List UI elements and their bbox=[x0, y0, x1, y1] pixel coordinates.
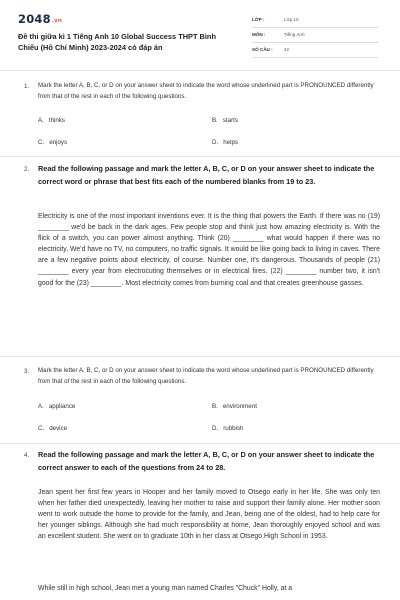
question-divider bbox=[0, 156, 400, 157]
question-2-number: 2. bbox=[24, 166, 30, 173]
meta-class-value: Lớp 10 bbox=[284, 17, 299, 22]
meta-count-value: 42 bbox=[284, 47, 290, 52]
header-divider bbox=[0, 70, 400, 71]
question-divider bbox=[0, 356, 400, 357]
question-1-option-a[interactable]: A. thinks bbox=[38, 117, 66, 124]
question-3-option-d[interactable]: D. rubbish bbox=[212, 425, 244, 432]
meta-count-row bbox=[252, 45, 378, 58]
meta-subject-row bbox=[252, 30, 378, 43]
question-divider bbox=[0, 443, 400, 444]
meta-class-label: LỚP : bbox=[252, 17, 265, 22]
question-3-option-c[interactable]: C. device bbox=[38, 425, 68, 432]
meta-count-label: SỐ CÂU : bbox=[252, 47, 273, 52]
question-3-option-a[interactable]: A. appliance bbox=[38, 403, 76, 410]
question-1-option-d[interactable]: D. helps bbox=[212, 139, 238, 146]
question-4-passage: Jean spent her first few years in Hooper and her family moved to Otsego early in her life. She was only ten when her father died unexpectedly, leaving her mother to raise and support their family alone. Her mother soon went to work outside the home to provide for the family, and Jean, being one of the oldest, had to help care for her younger siblings. Although she had much responsibility at home, Jean thoroughly enjoyed school and was an excellent student. She went on to graduate 10th in her class at Otsego High School in 1953. bbox=[38, 489, 380, 541]
question-4-instructions: Read the following passage and mark the letter A, B, C, or D on your answer sheet to indicate the correct answer to each of the questions from 24 to 28. bbox=[38, 450, 375, 472]
meta-subject-label: MÔN : bbox=[252, 32, 266, 37]
question-3-number: 3. bbox=[24, 368, 30, 375]
meta-class-row bbox=[252, 15, 378, 28]
question-1-number: 1. bbox=[24, 83, 30, 90]
question-2-passage: Electricity is one of the most important inventions ever. It is the thing that powers the Earth. If there was no (19) ________ we'd be back in the dark ages. Few people stop and think just how amazing electricity is. With the flick of a switch, you can power almost anything. Think (20) ________ what would happen if there was no electricity. We'd have no TV, no computers, no traffic signals. It would be like going back to living in caves. There are a few negative points about electricity, of course. Number one, it's dangerous. Thousands of people (21) ________ every year from electrocuting themselves or in electrical fires. (22) ________ number two, it isn't good for the (23) ________. Most electricity comes from burning coal and that creates greenhouse gasses. bbox=[38, 213, 380, 287]
question-4-number: 4. bbox=[24, 452, 30, 459]
question-4-passage-continued: While still in high school, Jean met a young man named Charles "Chuck" Holly, at a bbox=[38, 585, 293, 592]
meta-subject-value: Tiếng Anh bbox=[284, 32, 305, 37]
question-2-instructions: Read the following passage and mark the letter A, B, C, or D on your answer sheet to indicate the correct word or phrase that best fits each of the numbered blanks from 19 to 23. bbox=[38, 164, 375, 186]
page-header bbox=[0, 0, 400, 68]
question-3-text: Mark the letter A, B, C, or D on your answer sheet to indicate the word whose underlined part is PRONOUNCED differently from that of the rest in each of the following questions. bbox=[38, 367, 374, 385]
question-3-option-b[interactable]: B. environment bbox=[212, 403, 257, 410]
question-1-option-b[interactable]: B. starts bbox=[212, 117, 238, 124]
question-1-option-c[interactable]: C. enjoys bbox=[38, 139, 68, 146]
question-1-text: Mark the letter A, B, C, or D on your answer sheet to indicate the word whose underlined part is PRONOUNCED differently from that of the rest in each of the following questions. bbox=[38, 82, 374, 100]
exam-title: Đề thi giữa kì 1 Tiếng Anh 10 Global Success THPT Bình Chiểu (Hồ Chí Minh) 2023-2024 có đáp án bbox=[18, 32, 216, 52]
site-logo[interactable]: 2048.vn bbox=[18, 12, 63, 26]
